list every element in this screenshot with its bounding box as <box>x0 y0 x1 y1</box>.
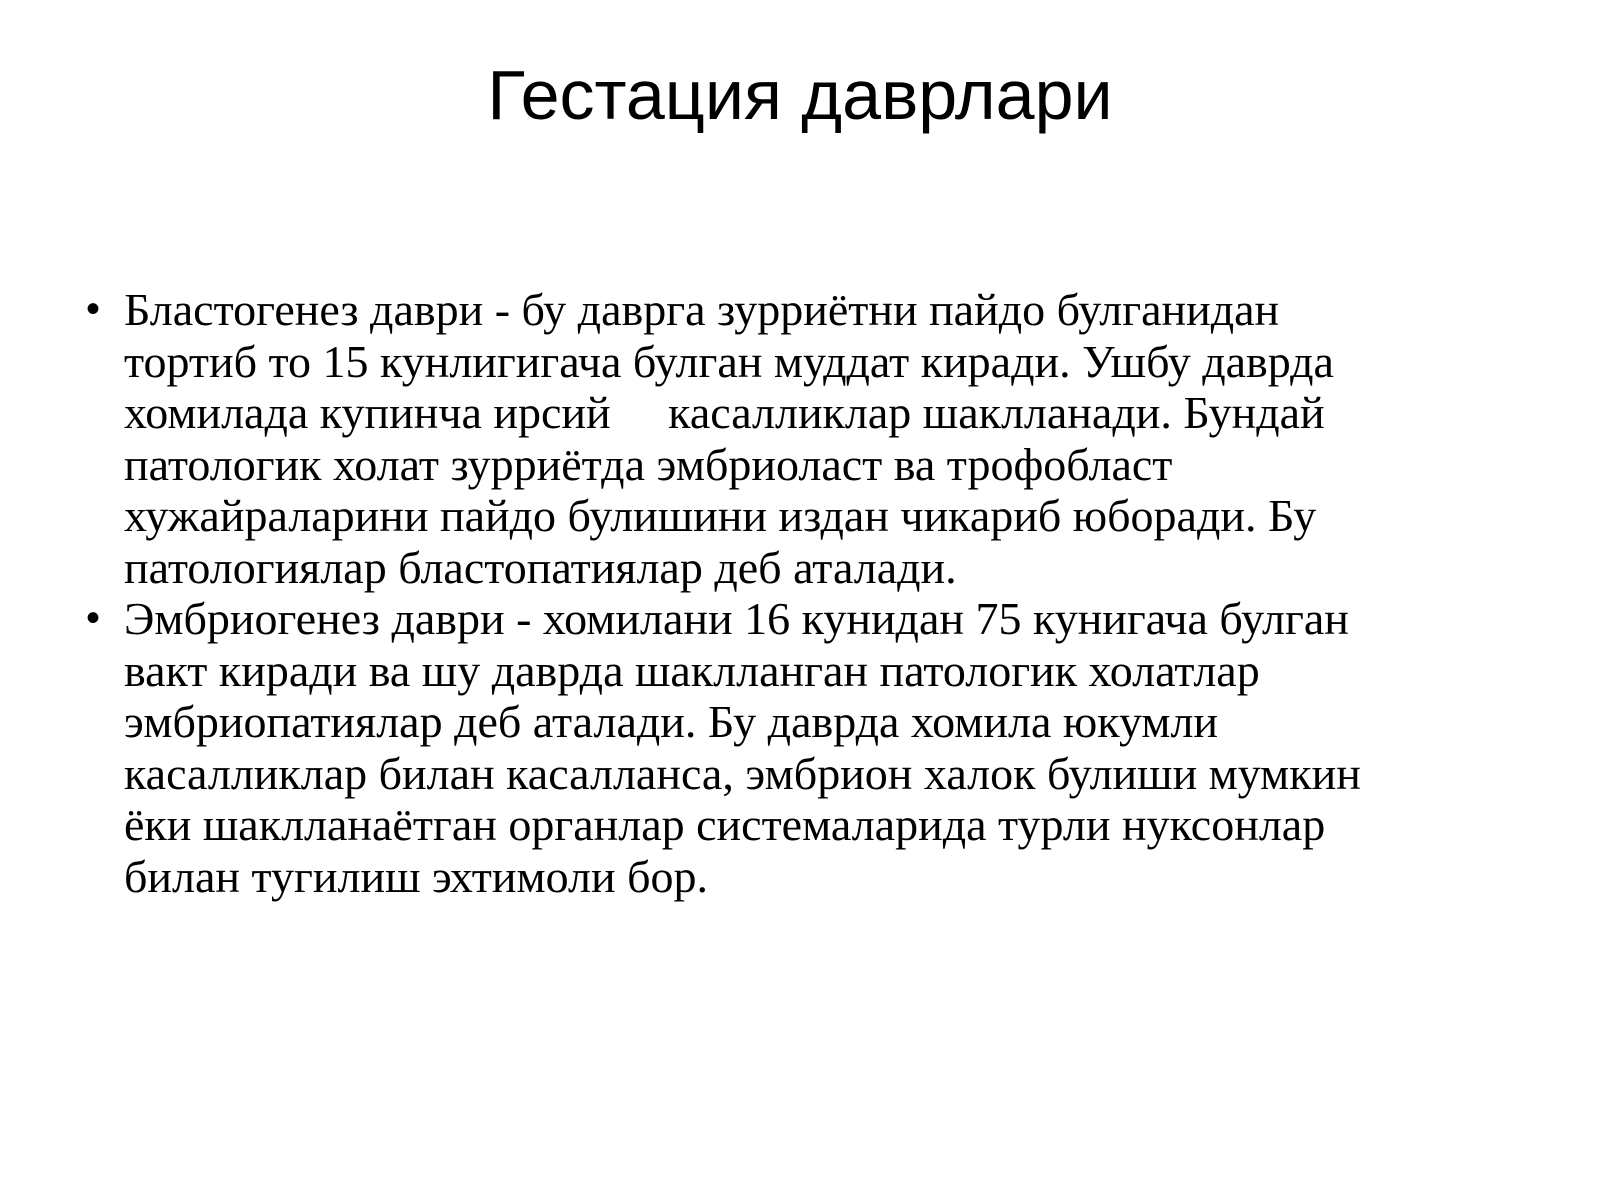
bullet-line: эмбриопатиялар деб аталади. Бу даврда хомила юкумли <box>124 696 1219 747</box>
bullet-line: патологиялар бластопатиялар деб аталади. <box>124 541 957 593</box>
bullet-line: билан тугилиш эхтимоли бор. <box>124 850 708 902</box>
bullet-line: касалликлар билан касалланса, эмбрион халок булиши мумкин <box>124 747 1361 799</box>
bullet-list <box>86 284 1566 902</box>
bullet-item-embryogenesis <box>86 593 1566 902</box>
bullet-line: тортиб то 15 кунлигигача булган муддат киради. Ушбу даврда <box>124 335 1334 387</box>
bullet-line: хужайраларини пайдо булишини издан чикариб юборади. Бу <box>124 490 1317 541</box>
bullet-line: хомилада купинча ирсий касалликлар шаклланади. Бундай <box>124 387 1325 438</box>
bullet-line: Бластогенез даври - бу даврга зурриётни пайдо булганидан <box>124 284 1280 335</box>
slide-title: Гестация даврлари <box>487 56 1113 134</box>
bullet-dot-icon: • <box>86 596 101 640</box>
bullet-dot-icon: • <box>86 287 101 331</box>
bullet-item-blastogenesis <box>86 284 1566 593</box>
bullet-line: патологик холат зурриётда эмбриоласт ва трофобласт <box>124 438 1173 490</box>
bullet-line: вакт киради ва шу даврда шаклланган патологик холатлар <box>124 644 1260 696</box>
bullet-line: Эмбриогенез даври - хомилани 16 кунидан 75 кунигача булган <box>124 593 1349 644</box>
bullet-line: ёки шаклланаётган органлар системаларида турли нуксонлар <box>124 799 1326 850</box>
